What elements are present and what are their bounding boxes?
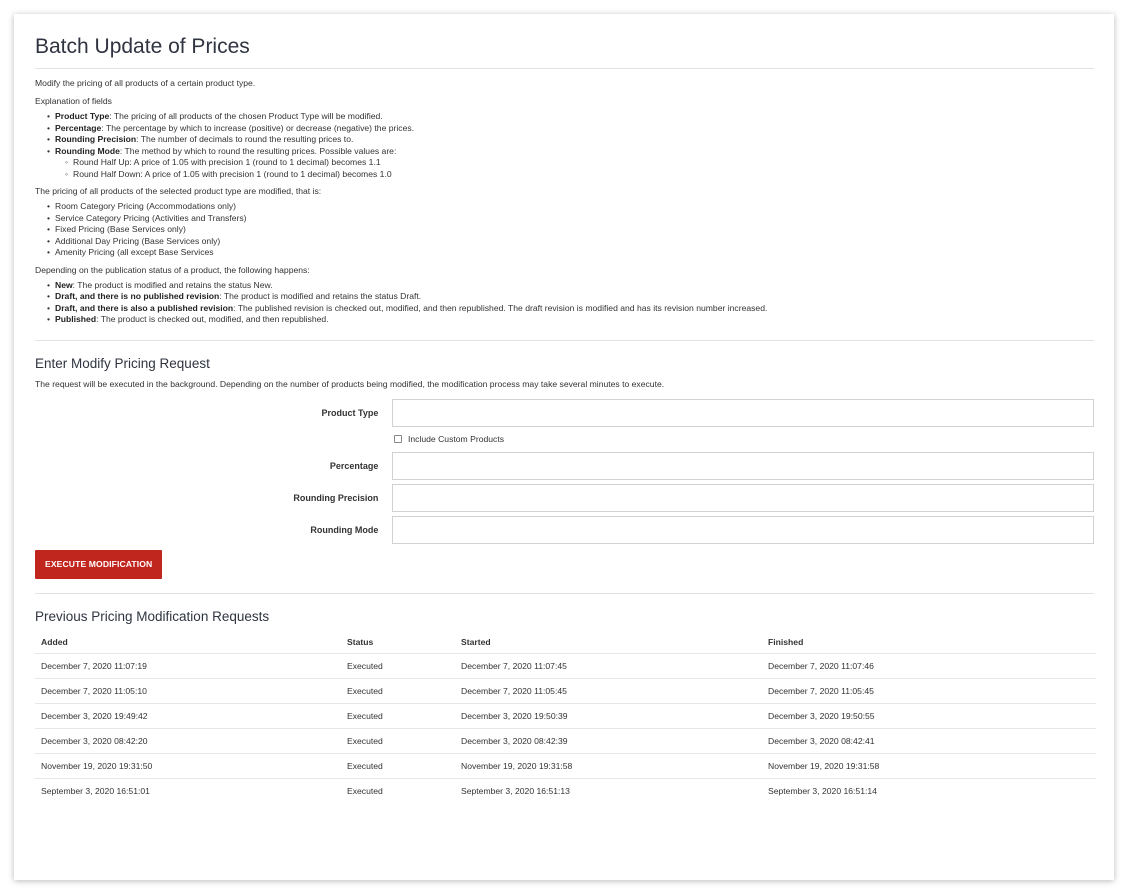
cell-finished: December 7, 2020 11:05:45 — [762, 679, 1096, 704]
include-custom-label: Include Custom Products — [408, 434, 505, 444]
rounding-modes-list — [65, 157, 1094, 180]
include-custom-row — [35, 429, 1094, 450]
status-item — [47, 303, 1094, 315]
table-row — [35, 704, 1096, 729]
column-header-started: Started — [455, 632, 762, 654]
cell-added: December 7, 2020 11:07:19 — [35, 654, 341, 679]
cell-status: Executed — [341, 679, 455, 704]
product-type-label: Product Type — [321, 407, 379, 418]
status-item — [47, 314, 1094, 326]
table-header-row — [35, 632, 1096, 654]
field-term: Product Type — [55, 111, 110, 121]
cell-started: September 3, 2020 16:51:13 — [461, 786, 570, 797]
intro-text: Modify the pricing of all products of a certain product type. — [35, 78, 256, 88]
cell-started: December 7, 2020 11:07:45 — [455, 654, 762, 679]
page-title: Batch Update of Prices — [35, 35, 250, 58]
field-desc: : The percentage by which to increase (positive) or decrease (negative) the prices. — [101, 122, 415, 133]
pricing-type-item: • Room Category Pricing (Accommodations only) — [47, 201, 1094, 213]
field-desc: : The method by which to round the resulting prices. Possible values are: — [119, 145, 397, 156]
pricing-type-item: • Amenity Pricing (all except Base Services — [47, 247, 1094, 259]
cell-added: December 3, 2020 08:42:20 — [35, 729, 341, 754]
cell-status: Executed — [341, 729, 455, 754]
cell-added: September 3, 2020 16:51:01 — [41, 786, 150, 797]
table-row — [35, 729, 1096, 754]
fields-list — [47, 111, 1094, 180]
cell-started: November 19, 2020 19:31:58 — [455, 754, 762, 779]
modify-pricing-form — [35, 397, 1094, 579]
status-desc: : The product is checked out, modified, and then republished. — [96, 314, 329, 324]
rounding-precision-label: Rounding Precision — [293, 492, 379, 503]
execute-modification-button[interactable]: EXECUTE MODIFICATION — [35, 550, 162, 579]
include-custom-checkbox[interactable] — [394, 435, 402, 443]
rounding-mode-item: ◦ Round Half Up: A price of 1.05 with precision 1 (round to 1 decimal) becomes 1.1 — [65, 157, 1094, 169]
cell-added: November 19, 2020 19:31:50 — [35, 754, 341, 779]
rounding-mode-item: ◦ Round Half Down: A price of 1.05 with precision 1 (round to 1 decimal) becomes 1.0 — [65, 169, 1094, 181]
rounding-precision-row — [35, 482, 1094, 514]
history-table — [35, 632, 1096, 804]
divider — [35, 340, 1094, 341]
status-desc: : The published revision is checked out, modified, and then republished. The draft revision is modified and has its revision number increased. — [233, 302, 768, 313]
form-heading: Enter Modify Pricing Request — [35, 355, 210, 371]
rounding-mode-row — [35, 514, 1094, 546]
pricing-types-list — [47, 201, 1094, 259]
field-item — [47, 146, 1094, 181]
status-desc: : The product is modified and retains the status Draft. — [219, 291, 422, 301]
status-term: Draft, and there is no published revision — [55, 291, 220, 301]
column-header-status: Status — [341, 632, 455, 654]
cell-added: December 3, 2020 19:49:42 — [35, 704, 341, 729]
explanation-heading: Explanation of fields — [35, 96, 112, 106]
product-type-row — [35, 397, 1094, 429]
intro-section — [35, 77, 1094, 326]
status-term: Published — [55, 314, 97, 324]
divider — [35, 593, 1094, 594]
cell-finished: December 7, 2020 11:07:46 — [762, 654, 1096, 679]
table-row — [35, 779, 1096, 804]
status-desc: : The product is modified and retains the status New. — [72, 279, 273, 290]
main-card — [14, 14, 1114, 880]
pricing-intro: The pricing of all products of the selected product type are modified, that is: — [35, 186, 322, 196]
table-row — [35, 654, 1096, 679]
pricing-type-item: • Fixed Pricing (Base Services only) — [47, 224, 1094, 236]
column-header-added: Added — [35, 632, 341, 654]
cell-status: Executed — [341, 754, 455, 779]
form-note: The request will be executed in the background. Depending on the number of products being modified, the modification process may take several minutes to execute. — [35, 378, 665, 389]
field-desc: : The number of decimals to round the resulting prices to. — [136, 134, 354, 144]
cell-finished: December 3, 2020 08:42:41 — [762, 729, 1096, 754]
rounding-mode-select[interactable] — [392, 516, 1094, 544]
field-desc: : The pricing of all products of the chosen Product Type will be modified. — [109, 111, 383, 121]
cell-finished: December 3, 2020 19:50:55 — [762, 704, 1096, 729]
divider — [35, 68, 1094, 69]
cell-finished: November 19, 2020 19:31:58 — [762, 754, 1096, 779]
rounding-mode-label: Rounding Mode — [310, 524, 379, 535]
status-term: Draft, and there is also a published revision — [55, 302, 234, 313]
column-header-finished: Finished — [762, 632, 1096, 654]
cell-status: Executed — [341, 704, 455, 729]
cell-started: December 7, 2020 11:05:45 — [455, 679, 762, 704]
statuses-list — [47, 280, 1094, 326]
cell-finished: September 3, 2020 16:51:14 — [768, 786, 877, 797]
field-term: Rounding Precision — [55, 134, 137, 144]
cell-status: Executed — [341, 654, 455, 679]
status-term: New — [55, 279, 73, 290]
table-row — [35, 679, 1096, 704]
cell-added: December 7, 2020 11:05:10 — [35, 679, 341, 704]
pricing-type-item: • Additional Day Pricing (Base Services only) — [47, 236, 1094, 248]
status-intro: Depending on the publication status of a product, the following happens: — [35, 264, 310, 275]
percentage-label: Percentage — [329, 460, 379, 471]
status-item — [47, 280, 1094, 292]
product-type-input[interactable] — [392, 399, 1094, 427]
field-term: Percentage — [55, 122, 102, 133]
field-item — [47, 123, 1094, 135]
pricing-type-item: • Service Category Pricing (Activities and Transfers) — [47, 213, 1094, 225]
field-item — [47, 111, 1094, 123]
rounding-precision-input[interactable] — [392, 484, 1094, 512]
field-term: Rounding Mode — [55, 145, 120, 156]
cell-status: Executed — [347, 786, 383, 797]
cell-started: December 3, 2020 08:42:39 — [455, 729, 762, 754]
field-item — [47, 134, 1094, 146]
status-item — [47, 291, 1094, 303]
cell-started: December 3, 2020 19:50:39 — [455, 704, 762, 729]
table-row — [35, 754, 1096, 779]
history-heading: Previous Pricing Modification Requests — [35, 608, 270, 624]
percentage-input[interactable] — [392, 452, 1094, 480]
percentage-row — [35, 450, 1094, 482]
